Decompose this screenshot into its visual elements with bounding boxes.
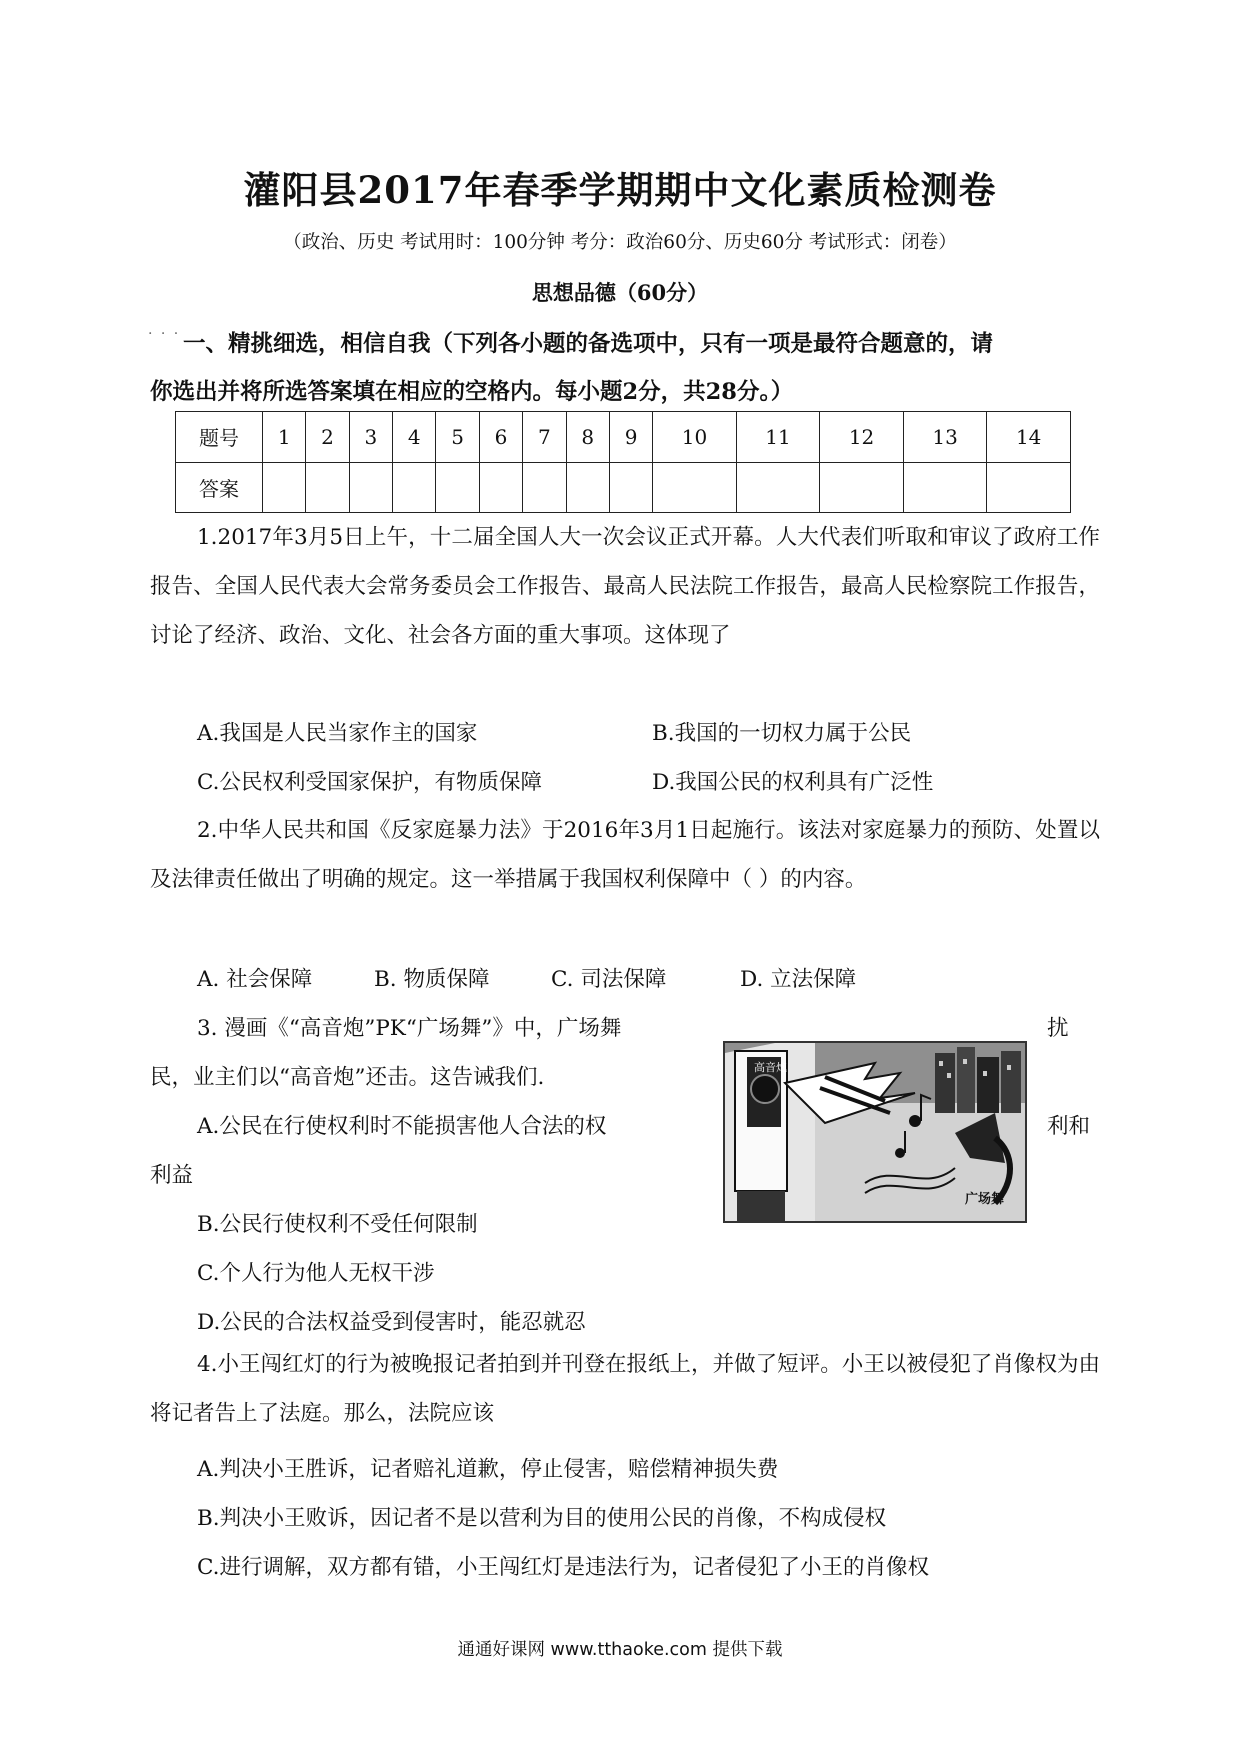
answer-cell[interactable]: [987, 462, 1071, 513]
question-1-text: 1.2017年3月5日上午，十二届全国人大一次会议正式开幕。人大代表们听取和审议了政府工作报告、全国人民代表大会常务委员会工作报告、最高人民法院工作报告，最高人民检察院工作报告，讨论了经济、政治、文化、社会各方面的重大事项。这体现了: [150, 525, 1100, 648]
q1-option-a: A.我国是人民当家作主的国家: [197, 721, 478, 746]
question-3-line1: 3. 漫画《“高音炮”PK“广场舞”》中，广场舞: [197, 1016, 622, 1041]
part1-line1: 一、精挑细选，相信自我（下列各小题的备选项中，只有一项是最符合题意的，请: [183, 331, 994, 357]
question-number-cell: 14: [987, 412, 1071, 463]
part1-instructions: [150, 320, 1100, 416]
answer-table: [175, 411, 1071, 513]
footer-watermark: 通通好课网 www.tthaoke.com 提供下载: [457, 1640, 783, 1660]
question-number-cell: 10: [653, 412, 737, 463]
question-number-cell: 1: [263, 412, 306, 463]
q1-option-d: D.我国公民的权利具有广泛性: [652, 770, 934, 795]
question-number-cell: 6: [479, 412, 522, 463]
q2-option-c: C. 司法保障: [551, 967, 667, 992]
answer-cell[interactable]: [479, 462, 522, 513]
q3-option-a-line1-end: 利和: [1047, 1114, 1091, 1139]
question-number-cell: 8: [566, 412, 609, 463]
q3-option-a-line2: 利益: [150, 1163, 194, 1188]
exam-subtitle: （政治、历史 考试用时：100分钟 考分：政治60分、历史60分 考试形式：闭卷）: [283, 232, 957, 253]
q1-option-b: B.我国的一切权力属于公民: [652, 721, 912, 746]
cartoon-image: [723, 1041, 1027, 1223]
answer-cell[interactable]: [349, 462, 392, 513]
question-3-line1-end: 扰: [1047, 1016, 1069, 1041]
question-2-text: 2.中华人民共和国《反家庭暴力法》于2016年3月1日起施行。该法对家庭暴力的预防、处置以及法律责任做出了明确的规定。这一举措属于我国权利保障中（ ）的内容。: [150, 818, 1100, 892]
answer-cell[interactable]: [820, 462, 904, 513]
answer-cell[interactable]: [609, 462, 652, 513]
cartoon-label-right: 广场舞: [965, 1192, 1005, 1207]
exam-title: 灌阳县2017年春季学期期中文化素质检测卷: [243, 168, 997, 212]
answer-cell[interactable]: [736, 462, 820, 513]
question-number-cell: 4: [393, 412, 436, 463]
question-3-line2: 民，业主们以“高音炮”还击。这告诫我们.: [150, 1065, 545, 1090]
q4-option-a: A.判决小王胜诉，记者赔礼道歉，停止侵害，赔偿精神损失费: [197, 1457, 779, 1482]
q4-option-c: C.进行调解，双方都有错，小王闯红灯是违法行为，记者侵犯了小王的肖像权: [197, 1555, 930, 1580]
question-number-cell: 9: [609, 412, 652, 463]
question-4-text: 4.小王闯红灯的行为被晚报记者拍到并刊登在报纸上，并做了短评。小王以被侵犯了肖像权为由将记者告上了法庭。那么，法院应该: [150, 1352, 1100, 1426]
question-number-cell: 2: [306, 412, 349, 463]
question-number-cell: 7: [523, 412, 566, 463]
answer-cell[interactable]: [306, 462, 349, 513]
section-title: 思想品德（60分）: [531, 280, 709, 305]
margin-dots: . . .: [148, 322, 181, 338]
q2-option-d: D. 立法保障: [740, 967, 857, 992]
question-number-cell: 5: [436, 412, 479, 463]
answer-table-number-row: [176, 412, 1071, 463]
q2-option-b: B. 物质保障: [374, 967, 490, 992]
part1-line2: 你选出并将所选答案填在相应的空格内。每小题2分，共28分。）: [150, 379, 794, 405]
answer-cell[interactable]: [523, 462, 566, 513]
q4-option-b: B.判决小王败诉，因记者不是以营利为目的使用公民的肖像，不构成侵权: [197, 1506, 887, 1531]
answer-cell[interactable]: [263, 462, 306, 513]
q1-option-c: C.公民权利受国家保护，有物质保障: [197, 770, 543, 795]
q2-option-a: A. 社会保障: [197, 967, 313, 992]
answer-cell[interactable]: [436, 462, 479, 513]
q3-option-a-line1: A.公民在行使权利时不能损害他人合法的权: [197, 1114, 607, 1139]
answer-cell[interactable]: [566, 462, 609, 513]
answer-table-answer-row: [176, 462, 1071, 513]
answer-cell[interactable]: [393, 462, 436, 513]
question-number-header: 题号: [176, 412, 263, 463]
question-number-cell: 13: [903, 412, 987, 463]
question-number-cell: 11: [736, 412, 820, 463]
q3-option-d: D.公民的合法权益受到侵害时，能忍就忍: [197, 1310, 586, 1335]
answer-header: 答案: [176, 462, 263, 513]
cartoon-illustration: [725, 1043, 1025, 1221]
cartoon-label-left: 高音炮: [754, 1061, 787, 1074]
question-number-cell: 12: [820, 412, 904, 463]
question-number-cell: 3: [349, 412, 392, 463]
answer-cell[interactable]: [903, 462, 987, 513]
q3-option-c: C.个人行为他人无权干涉: [197, 1261, 435, 1286]
q3-option-b: B.公民行使权利不受任何限制: [197, 1212, 478, 1237]
answer-cell[interactable]: [653, 462, 737, 513]
